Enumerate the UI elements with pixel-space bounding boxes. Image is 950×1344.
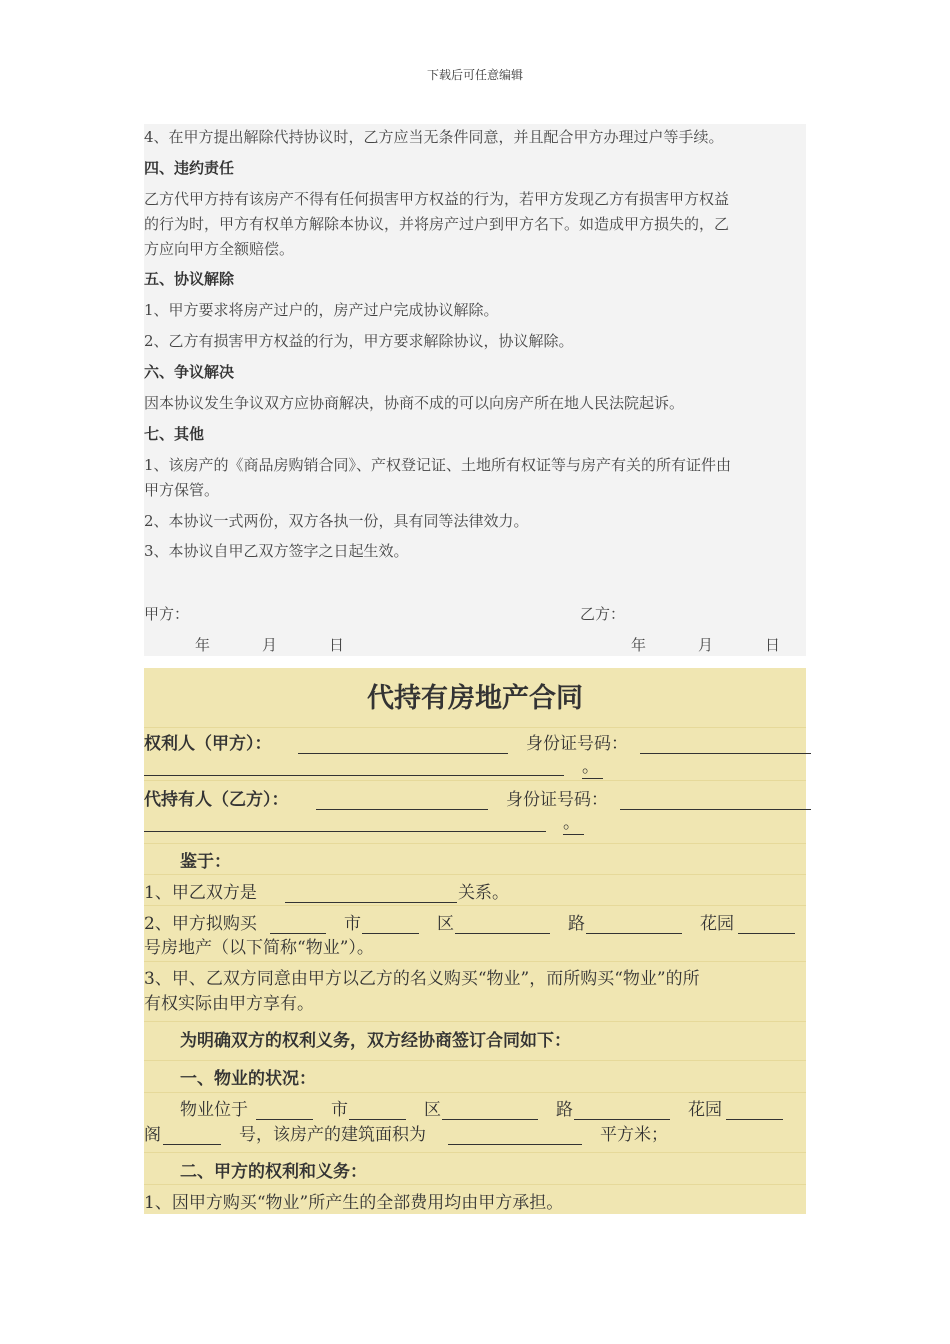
city-label: 市 — [344, 914, 361, 934]
whereas-1-suffix: 关系。 — [458, 883, 509, 903]
whereas-2-line-2: 号房地产（以下简称“物业”）。 — [144, 938, 374, 958]
property-area-unit: 平方米； — [600, 1125, 668, 1145]
other-item-3: 3、本协议自甲乙双方签字之日起生效。 — [144, 542, 409, 560]
party-b-id-blank — [620, 791, 811, 810]
district-blank — [362, 915, 419, 934]
row-divider — [144, 874, 806, 875]
property-district-blank — [349, 1101, 406, 1120]
party-b-id-label: 身份证号码： — [506, 790, 608, 810]
heading-other: 七、其他 — [144, 425, 205, 443]
party-a-id-blank-cont — [144, 757, 564, 776]
property-area-blank — [448, 1126, 582, 1145]
other-item-1-line-1: 1、该房产的《商品房购销合同》、产权登记证、土地所有权证等与房产有关的所有证件由 — [144, 456, 732, 474]
property-city-blank — [256, 1101, 313, 1120]
dispute-text: 因本协议发生争议双方应协商解决，协商不成的可以向房产所在地人民法院起诉。 — [144, 394, 685, 412]
row-divider — [144, 961, 806, 962]
date-a-month: 月 — [262, 636, 278, 654]
property-area-label: 号，该房产的建筑面积为 — [239, 1125, 426, 1145]
road-blank — [455, 915, 550, 934]
contract-title: 代持有房地产合同 — [367, 683, 583, 714]
party-a-id-label: 身份证号码： — [526, 734, 628, 754]
property-pavilion-blank — [163, 1126, 221, 1145]
whereas-3-line-2: 有权实际由甲方享有。 — [144, 994, 314, 1014]
whereas-heading: 鉴于： — [180, 852, 231, 872]
other-item-1-line-2: 甲方保管。 — [144, 481, 220, 499]
termination-item-2: 2、乙方有损害甲方权益的行为，甲方要求解除协议，协议解除。 — [144, 332, 574, 350]
party-a-label: 权利人（甲方）： — [144, 734, 272, 754]
breach-text-line-2: 的行为时，甲方有权单方解除本协议，并将房产过户到甲方名下。如造成甲方损失的，乙 — [144, 215, 730, 233]
date-b-year: 年 — [631, 636, 647, 654]
date-b-day: 日 — [765, 636, 781, 654]
property-pavilion-label: 阁 — [144, 1125, 161, 1145]
garden-label: 花园 — [700, 914, 734, 934]
row-divider — [144, 727, 806, 728]
signature-party-a: 甲方： — [144, 605, 190, 623]
party-b-name-blank — [316, 791, 488, 810]
party-b-id-blank-cont — [144, 813, 546, 832]
agreement-intro: 为明确双方的权利义务，双方经协商签订合同如下： — [180, 1031, 571, 1051]
garden-name-blank — [586, 915, 682, 934]
row-divider — [144, 843, 806, 844]
city-blank — [270, 915, 326, 934]
date-b-month: 月 — [698, 636, 714, 654]
heading-breach: 四、违约责任 — [144, 159, 235, 177]
row-divider — [144, 1152, 806, 1153]
row-divider — [144, 780, 806, 781]
relationship-blank — [285, 884, 457, 903]
road-label: 路 — [568, 914, 585, 934]
row-divider — [144, 1184, 806, 1185]
date-a-day: 日 — [329, 636, 345, 654]
other-item-2: 2、本协议一式两份，双方各执一份，具有同等法律效力。 — [144, 512, 529, 530]
whereas-3-line-1: 3、甲、乙双方同意由甲方以乙方的名义购买“物业”，而所购买“物业”的所 — [144, 969, 700, 989]
party-a-period: 。 — [582, 756, 603, 779]
row-divider — [144, 1060, 806, 1061]
section-2-heading: 二、甲方的权利和义务： — [180, 1162, 367, 1182]
whereas-2-text: 2、甲方拟购买 — [144, 914, 257, 934]
party-b-period: 。 — [563, 812, 584, 835]
party-b-label: 代持有人（乙方）： — [144, 790, 289, 810]
breach-text-line-1: 乙方代甲方持有该房产不得有任何损害甲方权益的行为，若甲方发现乙方有损害甲方权益 — [144, 190, 730, 208]
whereas-1-text: 1、甲乙双方是 — [144, 883, 257, 903]
row-divider — [144, 1092, 806, 1093]
property-location-label: 物业位于 — [180, 1100, 248, 1120]
clause-4-text: 4、在甲方提出解除代持协议时，乙方应当无条件同意，并且配合甲方办理过户等手续。 — [144, 128, 724, 146]
date-a-year: 年 — [195, 636, 211, 654]
district-label: 区 — [437, 914, 454, 934]
property-garden-blank — [574, 1101, 670, 1120]
row-divider — [144, 905, 806, 906]
breach-text-line-3: 方应向甲方全额赔偿。 — [144, 240, 295, 258]
property-road-blank — [442, 1101, 538, 1120]
property-city-label: 市 — [331, 1100, 348, 1120]
heading-termination: 五、协议解除 — [144, 270, 235, 288]
termination-item-1: 1、甲方要求将房产过户的，房产过户完成协议解除。 — [144, 301, 499, 319]
heading-dispute: 六、争议解决 — [144, 363, 235, 381]
section-2-item-1: 1、因甲方购买“物业”所产生的全部费用均由甲方承担。 — [144, 1193, 564, 1213]
garden-number-blank — [738, 915, 795, 934]
page-header: 下载后可任意编辑 — [426, 68, 523, 82]
party-a-id-blank — [640, 735, 811, 754]
property-district-label: 区 — [424, 1100, 441, 1120]
property-garden-label: 花园 — [688, 1100, 722, 1120]
signature-party-b: 乙方： — [580, 605, 626, 623]
party-a-name-blank — [298, 735, 508, 754]
property-garden-number-blank — [726, 1101, 783, 1120]
property-road-label: 路 — [556, 1100, 573, 1120]
section-1-heading: 一、物业的状况： — [180, 1069, 316, 1089]
row-divider — [144, 1021, 806, 1022]
